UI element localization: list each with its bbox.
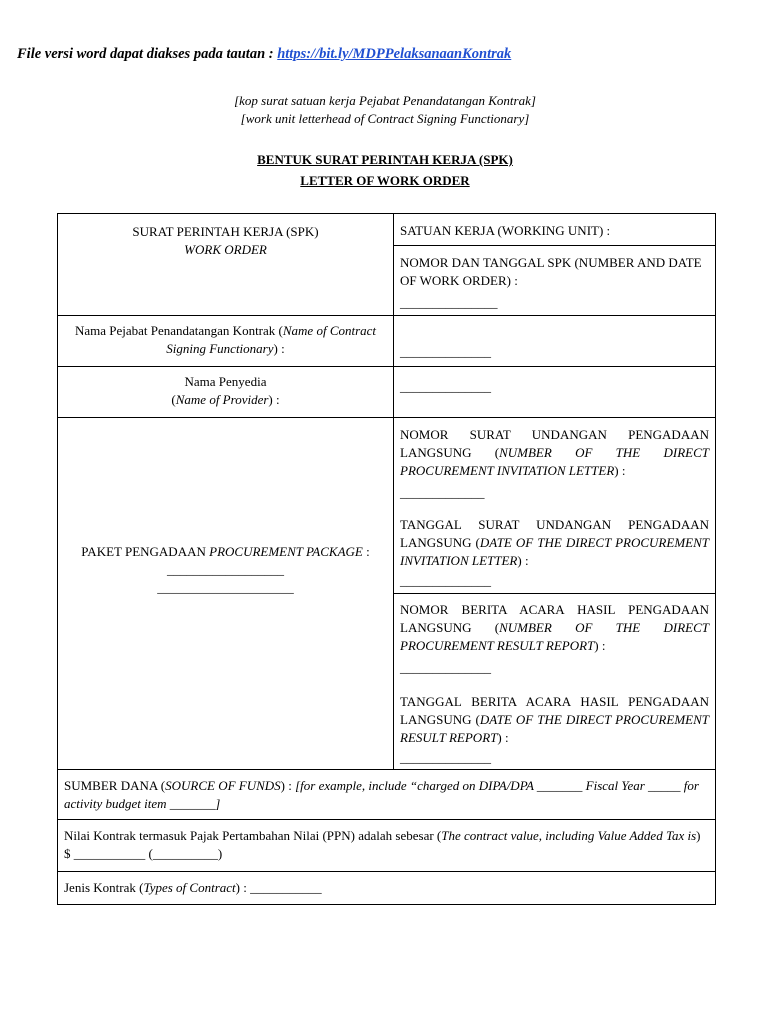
signing-official-blank: ______________ (400, 344, 491, 359)
document-title: BENTUK SURAT PERINTAH KERJA (SPK) (257, 152, 513, 167)
contract-value-label-en: The contract value, including Value Added Tax is (441, 828, 697, 843)
procurement-package-label-en: PROCUREMENT PACKAGE (209, 543, 363, 559)
contract-value-label: Nilai Kontrak termasuk Pajak Pertambahan Nilai (PPN) adalah sebesar ( (64, 828, 442, 843)
provider-label-end: ) : (268, 392, 280, 407)
result-date-label-end: ) : (497, 730, 509, 745)
signing-official-label: Nama Pejabat Penandatangan Kontrak ( (74, 323, 283, 338)
spk-number-date-cell[interactable] (394, 246, 716, 316)
result-report-cell[interactable] (394, 594, 716, 770)
spk-cell (58, 214, 394, 316)
provider-label: Nama Penyedia (184, 374, 267, 389)
letterhead-line-en: [work unit letterhead of Contract Signing Functionary] (240, 111, 530, 126)
invitation-date-label: TANGGAL SURAT UNDANGAN PENGADAAN LANGSUNG ( (400, 517, 709, 550)
word-file-link[interactable]: https://bit.ly/MDPPelaksanaanKontrak (277, 46, 512, 62)
contract-type-cell[interactable] (58, 872, 716, 905)
spk-number-date-blank: _______________ (400, 295, 498, 310)
provider-blank: ______________ (400, 379, 491, 394)
invitation-cell[interactable] (394, 418, 716, 594)
invitation-date-label-end: ) : (517, 553, 529, 568)
source-of-funds-label: SUMBER DANA ( (64, 778, 166, 793)
work-order-form (57, 213, 716, 905)
result-date-label-en: DATE OF THE DIRECT PROCUREMENT RESULT REPORT (400, 712, 709, 745)
procurement-package-blank-2: _____________________ (157, 579, 294, 595)
signing-official-value-cell[interactable] (394, 316, 716, 367)
contract-type-label-en: Types of Contract (143, 880, 236, 895)
file-link-prefix: File versi word dapat diakses pada tautan : (17, 46, 278, 62)
invitation-number-label-en: NUMBER OF THE DIRECT PROCUREMENT INVITATION LETTER (400, 445, 709, 478)
procurement-package-label-end: : (362, 543, 370, 559)
file-link-notice (17, 46, 757, 63)
invitation-number-blank: _____________ (400, 485, 485, 500)
procurement-package-label: PAKET PENGADAAN (81, 543, 210, 559)
signing-official-label-en: Name of Contract Signing Functionary (166, 323, 377, 356)
contract-type-label: Jenis Kontrak ( (64, 880, 144, 895)
document-subtitle: LETTER OF WORK ORDER (300, 173, 470, 188)
working-unit-label: SATUAN KERJA (WORKING UNIT) : (400, 223, 611, 238)
provider-value-cell[interactable] (394, 367, 716, 418)
contract-type-label-end: ) : ___________ (235, 880, 322, 895)
result-number-label: NOMOR BERITA ACARA HASIL PENGADAAN LANGSUNG ( (400, 602, 709, 635)
signing-official-label-end: ) : (273, 341, 285, 356)
letterhead-line-id: [kop surat satuan kerja Pejabat Penandatangan Kontrak] (234, 93, 536, 108)
provider-label-open: ( (171, 392, 176, 407)
source-of-funds-example: [for example, include “charged on DIPA/DPA _______ Fiscal Year _____ for activity budget item _______] (64, 778, 699, 811)
contract-value-label-end: ) $ ___________ (__________) (64, 828, 701, 861)
result-number-label-end: ) : (594, 638, 606, 653)
signing-official-cell (58, 316, 394, 367)
contract-value-cell[interactable] (58, 820, 716, 872)
source-of-funds-label-end: ) : (280, 778, 296, 793)
provider-cell (58, 367, 394, 418)
result-number-label-en: NUMBER OF THE DIRECT PROCUREMENT RESULT REPORT (400, 620, 709, 653)
invitation-number-label: NOMOR SURAT UNDANGAN PENGADAAN LANGSUNG ( (400, 427, 709, 460)
procurement-package-cell (58, 418, 394, 770)
provider-label-en: Name of Provider (175, 392, 269, 407)
invitation-date-blank: ______________ (400, 573, 491, 588)
spk-label-en: WORK ORDER (184, 242, 267, 257)
working-unit-cell[interactable] (394, 214, 716, 246)
result-date-blank: ______________ (400, 750, 491, 765)
source-of-funds-cell[interactable] (58, 770, 716, 820)
result-date-label: TANGGAL BERITA ACARA HASIL PENGADAAN LANGSUNG ( (400, 694, 709, 727)
invitation-date-label-en: DATE OF THE DIRECT PROCUREMENT INVITATION LETTER (400, 535, 709, 568)
result-number-blank: ______________ (400, 660, 491, 675)
spk-number-date-label: NOMOR DAN TANGGAL SPK (NUMBER AND DATE OF WORK ORDER) : (400, 255, 702, 288)
procurement-package-blank-1: __________________ (167, 561, 284, 577)
spk-label: SURAT PERINTAH KERJA (SPK) (132, 224, 319, 239)
letterhead-placeholder (0, 92, 770, 128)
invitation-number-label-end: ) : (614, 463, 626, 478)
source-of-funds-label-en: SOURCE OF FUNDS (165, 778, 281, 793)
